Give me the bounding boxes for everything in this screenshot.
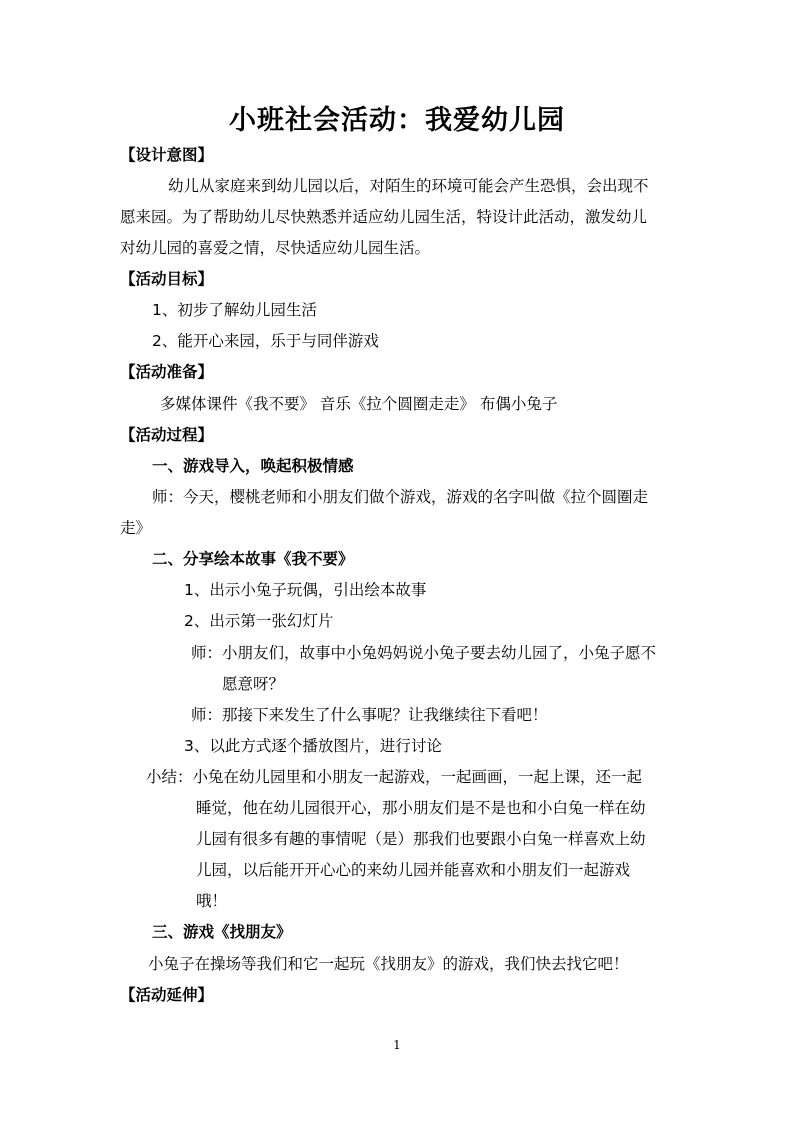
summary-line: 哦！ bbox=[196, 892, 228, 910]
section-heading-extension: 【活动延伸】 bbox=[120, 986, 214, 1004]
subsection-heading: 一、游戏导入，唤起积极情感 bbox=[152, 457, 354, 475]
page-number: 1 bbox=[393, 1038, 401, 1052]
summary-line: 儿园，以后能开开心心的来幼儿园并能喜欢和小朋友们一起游戏 bbox=[196, 861, 631, 879]
list-item: 2、出示第一张幻灯片 bbox=[184, 612, 334, 630]
list-item: 3、以此方式逐个播放图片，进行讨论 bbox=[184, 737, 442, 755]
paragraph-line: 幼儿从家庭来到幼儿园以后，对陌生的环境可能会产生恐惧，会出现不 bbox=[168, 177, 649, 195]
section-heading-prep: 【活动准备】 bbox=[120, 363, 214, 381]
paragraph-line: 对幼儿园的喜爱之情，尽快适应幼儿园生活。 bbox=[120, 239, 431, 257]
subsection-heading: 三、游戏《找朋友》 bbox=[152, 923, 292, 941]
list-item: 1、初步了解幼儿园生活 bbox=[152, 301, 317, 319]
paragraph-line: 师：那接下来发生了什么事呢？让我继续往下看吧！ bbox=[191, 706, 548, 724]
section-heading-process: 【活动过程】 bbox=[120, 426, 214, 444]
subsection-heading: 二、分享绘本故事《我不要》 bbox=[152, 550, 354, 568]
list-item: 2、能开心来园，乐于与同伴游戏 bbox=[152, 332, 379, 350]
summary-line: 小结：小兔在幼儿园里和小朋友一起游戏，一起画画，一起上课，还一起 bbox=[146, 768, 643, 786]
paragraph-line: 愿来园。为了帮助幼儿尽快熟悉并适应幼儿园生活，特设计此活动，激发幼儿 bbox=[120, 208, 648, 226]
page-title: 小班社会活动：我爱幼儿园 bbox=[229, 105, 565, 136]
prep-materials: 多媒体课件《我不要》 音乐《拉个圆圈走走》 布偶小兔子 bbox=[160, 395, 558, 413]
paragraph-line: 师：今天，樱桃老师和小朋友们做个游戏，游戏的名字叫做《拉个圆圈走 bbox=[152, 488, 649, 506]
paragraph-line: 走》 bbox=[120, 519, 152, 537]
summary-line: 儿园有很多有趣的事情呢（是）那我们也要跟小白兔一样喜欢上幼 bbox=[196, 830, 646, 848]
section-heading-design: 【设计意图】 bbox=[120, 146, 214, 164]
paragraph-line: 师：小朋友们，故事中小兔妈妈说小兔子要去幼儿园了，小兔子愿不 bbox=[191, 644, 657, 662]
section-heading-goals: 【活动目标】 bbox=[120, 270, 214, 288]
paragraph-line: 小兔子在操场等我们和它一起玩《找朋友》的游戏，我们快去找它吧！ bbox=[148, 955, 629, 973]
paragraph-line: 愿意呀？ bbox=[222, 675, 285, 693]
list-item: 1、出示小兔子玩偶，引出绘本故事 bbox=[184, 581, 427, 599]
summary-line: 睡觉，他在幼儿园很开心，那小朋友们是不是也和小白兔一样在幼 bbox=[196, 799, 646, 817]
